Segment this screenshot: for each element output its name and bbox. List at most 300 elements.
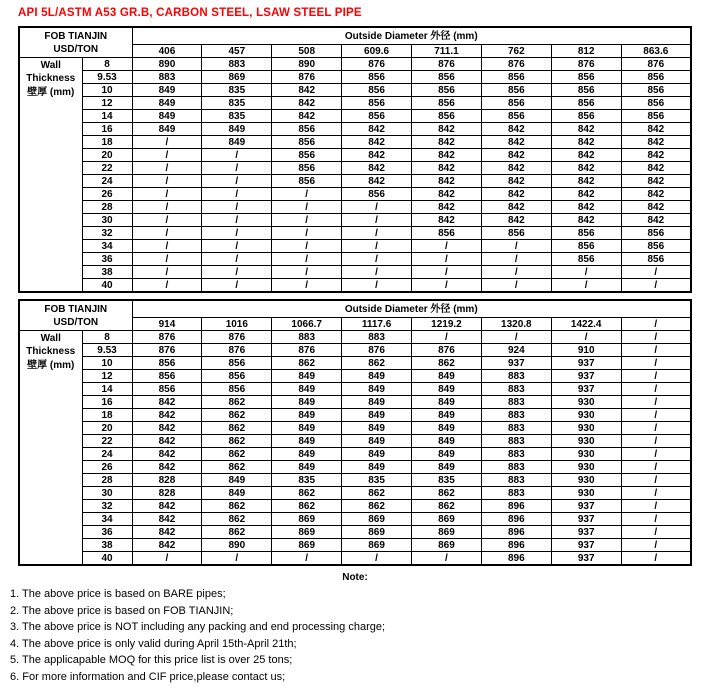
table-row (19, 539, 691, 552)
price-cell: 849 (412, 461, 482, 474)
price-cell: 849 (412, 370, 482, 383)
thickness-cell: 14 (82, 383, 132, 396)
price-cell: / (132, 552, 202, 566)
price-cell: 876 (412, 344, 482, 357)
table-row (19, 448, 691, 461)
thickness-cell: 40 (82, 552, 132, 566)
price-cell: 937 (551, 539, 621, 552)
price-cell: 869 (342, 526, 412, 539)
price-cell: 856 (551, 227, 621, 240)
price-cell: 849 (342, 422, 412, 435)
table-row (19, 71, 691, 84)
price-cell: 869 (412, 513, 482, 526)
price-cell: 869 (272, 513, 342, 526)
price-cell: 856 (551, 240, 621, 253)
price-cell: 876 (551, 58, 621, 71)
price-cell: 849 (342, 409, 412, 422)
price-cell: 862 (342, 357, 412, 370)
diameter-header-cell: 406 (132, 45, 202, 58)
price-table-2-body (19, 300, 691, 565)
note-item: 1. The above price is based on BARE pipes; (10, 588, 226, 600)
price-cell: 930 (551, 422, 621, 435)
price-cell: 856 (481, 97, 551, 110)
price-cell: 862 (202, 526, 272, 539)
thickness-cell: 20 (82, 422, 132, 435)
price-cell: 842 (621, 188, 691, 201)
price-cell: 883 (481, 487, 551, 500)
table-row (19, 136, 691, 149)
diameter-header-cell: 812 (551, 45, 621, 58)
table-row (19, 344, 691, 357)
price-cell: 856 (412, 97, 482, 110)
price-cell: 842 (481, 123, 551, 136)
price-cell: / (342, 253, 412, 266)
price-cell: 842 (621, 175, 691, 188)
price-cell: 862 (202, 448, 272, 461)
price-cell: 842 (551, 123, 621, 136)
note-item: 6. For more information and CIF price,please contact us; (10, 670, 286, 683)
price-cell: 856 (481, 110, 551, 123)
price-cell: 842 (132, 435, 202, 448)
price-cell: 876 (412, 58, 482, 71)
price-cell: 835 (202, 110, 272, 123)
price-cell: 856 (621, 84, 691, 97)
diameter-header-cell: 711.1 (412, 45, 482, 58)
price-cell: 876 (481, 58, 551, 71)
price-cell: 856 (272, 149, 342, 162)
price-cell: 849 (342, 383, 412, 396)
table-row (19, 240, 691, 253)
price-cell: 869 (342, 539, 412, 552)
price-cell: 842 (621, 136, 691, 149)
thickness-cell: 22 (82, 162, 132, 175)
table-row (19, 500, 691, 513)
price-cell: 883 (481, 474, 551, 487)
price-cell: 876 (342, 58, 412, 71)
thickness-cell: 34 (82, 513, 132, 526)
price-cell: 937 (551, 513, 621, 526)
diameter-header-cell: / (621, 318, 691, 331)
price-cell: 862 (272, 357, 342, 370)
thickness-cell: 32 (82, 227, 132, 240)
diameter-header-cell: 762 (481, 45, 551, 58)
price-cell: 896 (481, 500, 551, 513)
price-cell: 835 (342, 474, 412, 487)
price-cell: 842 (621, 162, 691, 175)
price-cell: 849 (132, 110, 202, 123)
price-cell: / (621, 461, 691, 474)
thickness-cell: 30 (82, 487, 132, 500)
price-cell: 856 (342, 71, 412, 84)
price-cell: 876 (202, 331, 272, 344)
price-cell: 883 (342, 331, 412, 344)
thickness-cell: 38 (82, 266, 132, 279)
price-cell: 862 (272, 487, 342, 500)
price-cell: 856 (412, 227, 482, 240)
price-cell: / (272, 552, 342, 566)
price-cell: 856 (342, 110, 412, 123)
thickness-cell: 8 (82, 331, 132, 344)
price-cell: / (272, 266, 342, 279)
price-cell: / (342, 279, 412, 293)
price-cell: 862 (202, 396, 272, 409)
price-cell: 862 (202, 500, 272, 513)
price-cell: / (132, 162, 202, 175)
price-cell: 930 (551, 448, 621, 461)
outside-diameter-header: Outside Diameter 外径 (mm) (132, 27, 691, 45)
price-cell: 849 (412, 383, 482, 396)
price-cell: 842 (481, 136, 551, 149)
price-cell: 856 (481, 71, 551, 84)
page-title: API 5L/ASTM A53 GR.B, CARBON STEEL, LSAW STEEL PIPE (18, 7, 362, 19)
thickness-cell: 28 (82, 474, 132, 487)
table-row (19, 279, 691, 293)
price-cell: 856 (272, 123, 342, 136)
price-cell: / (412, 552, 482, 566)
price-cell: 842 (481, 162, 551, 175)
price-cell: 835 (202, 97, 272, 110)
price-cell: 883 (272, 331, 342, 344)
price-cell: 862 (202, 422, 272, 435)
price-cell: / (202, 149, 272, 162)
price-cell: 876 (621, 58, 691, 71)
price-cell: 890 (132, 58, 202, 71)
price-cell: 883 (481, 396, 551, 409)
price-cell: 937 (551, 500, 621, 513)
price-cell: / (621, 526, 691, 539)
price-cell: 849 (272, 396, 342, 409)
price-cell: 896 (481, 513, 551, 526)
price-cell: 856 (132, 370, 202, 383)
table-row (19, 357, 691, 370)
thickness-cell: 8 (82, 58, 132, 71)
price-cell: 862 (272, 500, 342, 513)
price-table-1 (18, 26, 692, 293)
price-cell: 842 (551, 149, 621, 162)
thickness-cell: 10 (82, 84, 132, 97)
price-cell: 849 (202, 474, 272, 487)
price-cell: 856 (621, 253, 691, 266)
price-cell: / (621, 331, 691, 344)
price-cell: / (621, 422, 691, 435)
price-cell: / (272, 188, 342, 201)
notes-list (10, 588, 705, 683)
price-cell: 849 (272, 461, 342, 474)
price-cell: / (132, 227, 202, 240)
table-row (19, 526, 691, 539)
price-cell: 842 (412, 136, 482, 149)
price-cell: 835 (202, 84, 272, 97)
price-cell: 869 (202, 71, 272, 84)
thickness-cell: 22 (82, 435, 132, 448)
price-cell: 937 (551, 552, 621, 566)
price-cell: / (621, 552, 691, 566)
price-cell: 849 (412, 396, 482, 409)
price-cell: 849 (412, 409, 482, 422)
thickness-cell: 26 (82, 461, 132, 474)
price-cell: 856 (272, 162, 342, 175)
table-row (19, 383, 691, 396)
price-cell: 842 (551, 188, 621, 201)
price-cell: / (272, 214, 342, 227)
price-cell: / (202, 266, 272, 279)
price-cell: 856 (412, 110, 482, 123)
price-cell: 856 (272, 136, 342, 149)
price-cell: / (621, 448, 691, 461)
price-cell: 856 (551, 84, 621, 97)
price-cell: 869 (272, 539, 342, 552)
price-cell: 869 (412, 539, 482, 552)
price-cell: 849 (202, 487, 272, 500)
price-cell: 842 (342, 162, 412, 175)
price-cell: / (272, 201, 342, 214)
table-row (19, 123, 691, 136)
price-cell: 930 (551, 487, 621, 500)
price-cell: 842 (412, 188, 482, 201)
price-cell: 842 (481, 201, 551, 214)
price-cell: / (621, 487, 691, 500)
table-row (19, 422, 691, 435)
price-cell: 856 (621, 227, 691, 240)
price-cell: 842 (621, 214, 691, 227)
price-cell: 842 (342, 175, 412, 188)
price-cell: 924 (481, 344, 551, 357)
thickness-cell: 36 (82, 253, 132, 266)
price-cell: 856 (202, 383, 272, 396)
price-cell: / (202, 188, 272, 201)
table-row (19, 227, 691, 240)
header-row (19, 300, 691, 318)
diameter-header-cell: 914 (132, 318, 202, 331)
price-cell: / (412, 279, 482, 293)
price-cell: 849 (342, 448, 412, 461)
price-cell: / (621, 500, 691, 513)
price-cell: / (202, 162, 272, 175)
price-cell: 835 (272, 474, 342, 487)
price-cell: 856 (202, 370, 272, 383)
price-cell: 856 (621, 97, 691, 110)
price-cell: 842 (481, 175, 551, 188)
price-cell: 849 (412, 448, 482, 461)
price-cell: 896 (481, 552, 551, 566)
diameter-header-cell: 609.6 (342, 45, 412, 58)
price-cell: / (481, 266, 551, 279)
price-cell: / (621, 344, 691, 357)
fob-label: FOB TIANJIN (44, 303, 108, 315)
thickness-cell: 9.53 (82, 71, 132, 84)
price-cell: 869 (342, 513, 412, 526)
price-cell: / (621, 474, 691, 487)
price-cell: 876 (272, 344, 342, 357)
price-cell: 856 (621, 240, 691, 253)
price-cell: / (342, 240, 412, 253)
price-cell: / (481, 331, 551, 344)
price-cell: 856 (551, 110, 621, 123)
price-cell: / (412, 253, 482, 266)
note-item: 5. The applicapable MOQ for this price list is over 25 tons; (10, 654, 293, 667)
price-cell: 862 (342, 500, 412, 513)
price-cell: 883 (481, 461, 551, 474)
price-cell: / (202, 175, 272, 188)
price-cell: / (132, 240, 202, 253)
price-cell: 896 (481, 526, 551, 539)
price-cell: 849 (342, 370, 412, 383)
price-cell: 910 (551, 344, 621, 357)
price-cell: 883 (481, 435, 551, 448)
thickness-cell: 10 (82, 357, 132, 370)
price-cell: 876 (272, 71, 342, 84)
price-cell: 842 (342, 136, 412, 149)
price-cell: 930 (551, 435, 621, 448)
price-cell: 849 (132, 123, 202, 136)
price-cell: 862 (412, 500, 482, 513)
thickness-cell: 36 (82, 526, 132, 539)
table-row (19, 370, 691, 383)
note-item: 4. The above price is only valid during April 15th-April 21th; (10, 637, 297, 650)
thickness-cell: 16 (82, 396, 132, 409)
table-row (19, 188, 691, 201)
price-cell: 856 (551, 71, 621, 84)
price-cell: / (551, 331, 621, 344)
price-cell: 842 (132, 539, 202, 552)
table-row (19, 149, 691, 162)
price-cell: 876 (132, 331, 202, 344)
corner-cell (19, 300, 132, 331)
price-cell: 842 (621, 123, 691, 136)
price-cell: 842 (412, 162, 482, 175)
diameter-header-cell: 1016 (202, 318, 272, 331)
price-cell: / (621, 266, 691, 279)
price-cell: 842 (551, 201, 621, 214)
header-row (19, 27, 691, 45)
table-row (19, 110, 691, 123)
price-cell: 842 (132, 500, 202, 513)
thickness-cell: 18 (82, 136, 132, 149)
price-cell: 856 (551, 253, 621, 266)
price-cell: / (132, 136, 202, 149)
table-row (19, 331, 691, 344)
diameter-header-cell: 1066.7 (272, 318, 342, 331)
price-cell: 842 (481, 149, 551, 162)
price-cell: / (202, 227, 272, 240)
price-cell: / (272, 279, 342, 293)
price-cell: 849 (272, 435, 342, 448)
table-row (19, 409, 691, 422)
thickness-cell: 26 (82, 188, 132, 201)
price-cell: 849 (272, 383, 342, 396)
price-cell: 896 (481, 539, 551, 552)
price-cell: 856 (621, 71, 691, 84)
price-cell: 828 (132, 487, 202, 500)
thickness-cell: 12 (82, 370, 132, 383)
price-cell: 876 (202, 344, 272, 357)
table-row (19, 214, 691, 227)
thickness-cell: 24 (82, 448, 132, 461)
price-cell: 856 (202, 357, 272, 370)
fob-label: FOB TIANJIN (44, 30, 108, 42)
table-row (19, 97, 691, 110)
thickness-cell: 18 (82, 409, 132, 422)
thickness-cell: 16 (82, 123, 132, 136)
thickness-cell: 9.53 (82, 344, 132, 357)
price-cell: 842 (272, 97, 342, 110)
price-cell: 842 (551, 214, 621, 227)
note-item: 3. The above price is NOT including any packing and end processing charge; (10, 621, 386, 634)
price-cell: 842 (342, 123, 412, 136)
table-row (19, 84, 691, 97)
price-cell: / (412, 240, 482, 253)
price-cell: / (132, 188, 202, 201)
thickness-cell: 38 (82, 539, 132, 552)
thickness-cell: 30 (82, 214, 132, 227)
price-cell: / (202, 253, 272, 266)
price-cell: 842 (132, 396, 202, 409)
thickness-cell: 34 (82, 240, 132, 253)
price-cell: / (202, 214, 272, 227)
price-cell: / (272, 240, 342, 253)
price-cell: / (342, 201, 412, 214)
price-cell: / (342, 227, 412, 240)
price-cell: / (132, 253, 202, 266)
price-cell: / (342, 266, 412, 279)
note-item: 2. The above price is based on FOB TIANJIN; (10, 604, 234, 617)
price-table-1-body (19, 27, 691, 292)
price-cell: 842 (132, 448, 202, 461)
price-cell: 856 (551, 97, 621, 110)
wall-thickness-label: Wall Thickness 壁厚 (mm) (19, 331, 82, 566)
price-cell: 842 (481, 188, 551, 201)
price-cell: / (621, 435, 691, 448)
price-cell: / (202, 240, 272, 253)
price-cell: 862 (202, 435, 272, 448)
outside-diameter-header: Outside Diameter 外径 (mm) (132, 300, 691, 318)
price-cell: 842 (551, 136, 621, 149)
price-cell: 937 (481, 357, 551, 370)
price-cell: 937 (551, 357, 621, 370)
table-row (19, 396, 691, 409)
thickness-cell: 12 (82, 97, 132, 110)
price-cell: / (481, 240, 551, 253)
price-cell: 849 (342, 461, 412, 474)
diameter-header-cell: 1422.4 (551, 318, 621, 331)
table-row (19, 266, 691, 279)
price-cell: / (202, 552, 272, 566)
price-cell: 856 (412, 71, 482, 84)
price-cell: 862 (342, 487, 412, 500)
diameter-header-cell: 1117.6 (342, 318, 412, 331)
price-cell: 890 (202, 539, 272, 552)
price-cell: 849 (342, 396, 412, 409)
price-cell: / (621, 357, 691, 370)
price-cell: / (621, 513, 691, 526)
price-cell: 883 (481, 370, 551, 383)
price-cell: / (481, 279, 551, 293)
price-cell: / (342, 214, 412, 227)
price-cell: 849 (202, 136, 272, 149)
price-cell: 842 (132, 461, 202, 474)
price-cell: 842 (412, 123, 482, 136)
price-cell: 883 (481, 383, 551, 396)
price-cell: 856 (132, 357, 202, 370)
diameter-header-cell: 863.6 (621, 45, 691, 58)
price-cell: 856 (481, 84, 551, 97)
price-cell: 842 (412, 201, 482, 214)
price-cell: 842 (272, 110, 342, 123)
price-cell: 842 (132, 526, 202, 539)
price-cell: 930 (551, 396, 621, 409)
price-cell: 862 (412, 357, 482, 370)
price-cell: 856 (132, 383, 202, 396)
